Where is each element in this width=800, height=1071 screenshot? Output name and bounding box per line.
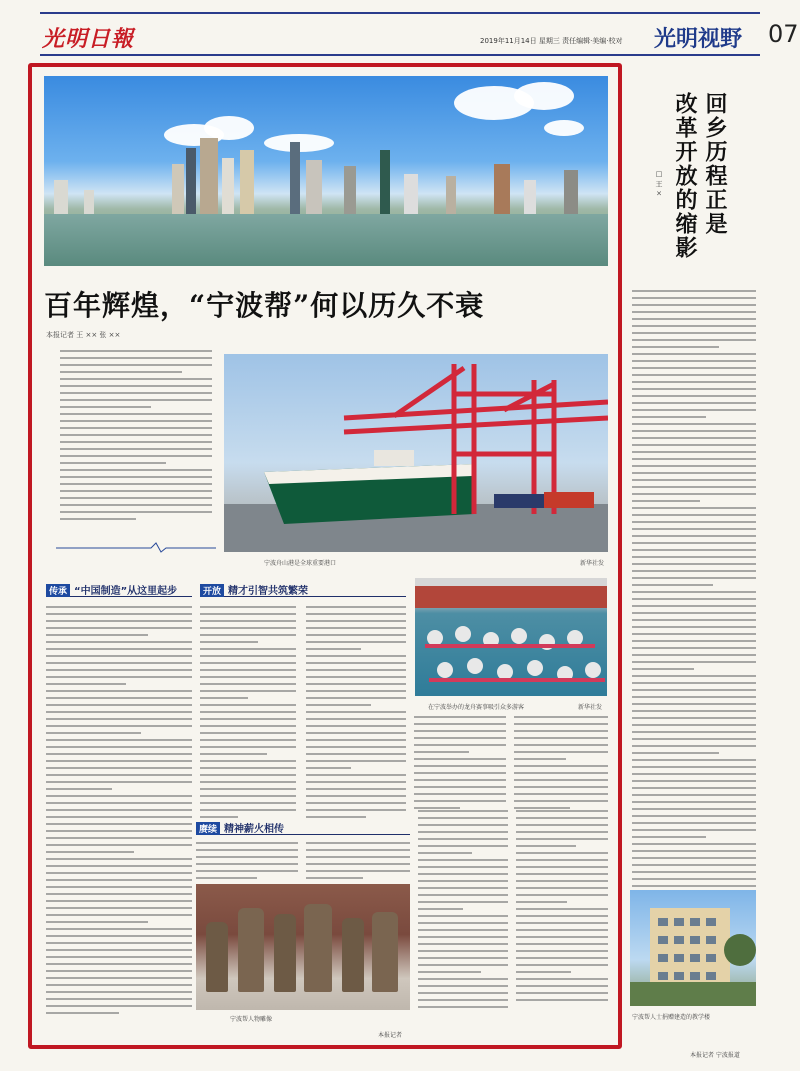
side-article-author: □ 王 × bbox=[655, 170, 663, 198]
port-photo-credit: 新华社发 bbox=[580, 560, 605, 567]
main-headline: 百年辉煌，“宁波帮”何以历久不衰 bbox=[44, 289, 485, 322]
port-photo-caption: 宁波舟山港是全球重要港口 bbox=[264, 560, 337, 567]
side-article-footer: 本报记者 宁波报道 bbox=[690, 1052, 740, 1059]
rowing-photo-credit: 新华社发 bbox=[578, 704, 603, 711]
rowing-photo-caption: 在宁波举办的龙舟赛事吸引众多游客 bbox=[428, 704, 525, 711]
section-title: 光明视野 bbox=[654, 27, 743, 52]
side-article-text-block bbox=[632, 290, 756, 913]
side-article-title-line1: 回乡历程正是 bbox=[702, 92, 728, 236]
statues-photo-credit: 本报记者 bbox=[378, 1032, 403, 1039]
section-tag: 赓续 bbox=[196, 822, 220, 835]
newspaper-logo: 光明日報 bbox=[42, 26, 135, 52]
dateline: 2019年11月14日 星期三 责任编辑·美编·校对 bbox=[480, 37, 623, 45]
masthead-rule bbox=[40, 12, 760, 14]
section-title: 精才引智共筑繁荣 bbox=[228, 586, 309, 597]
highlight-frame bbox=[28, 63, 622, 1049]
section-tag: 开放 bbox=[200, 584, 224, 597]
section-tag: 传承 bbox=[46, 584, 70, 597]
masthead bbox=[40, 14, 799, 56]
section-title: “中国制造”从这里起步 bbox=[74, 586, 178, 597]
side-article-title-line2: 改革开放的缩影 bbox=[672, 92, 698, 260]
side-photo-caption: 宁波帮人士捐赠建造的教学楼 bbox=[632, 1014, 711, 1021]
school-building-photo bbox=[630, 890, 756, 1006]
section-title: 精神薪火相传 bbox=[224, 824, 285, 835]
page-number: 07 bbox=[768, 20, 799, 48]
statues-photo-caption: 宁波帮人物雕像 bbox=[230, 1016, 273, 1023]
main-byline: 本报记者 王 ×× 张 ×× bbox=[46, 331, 121, 339]
